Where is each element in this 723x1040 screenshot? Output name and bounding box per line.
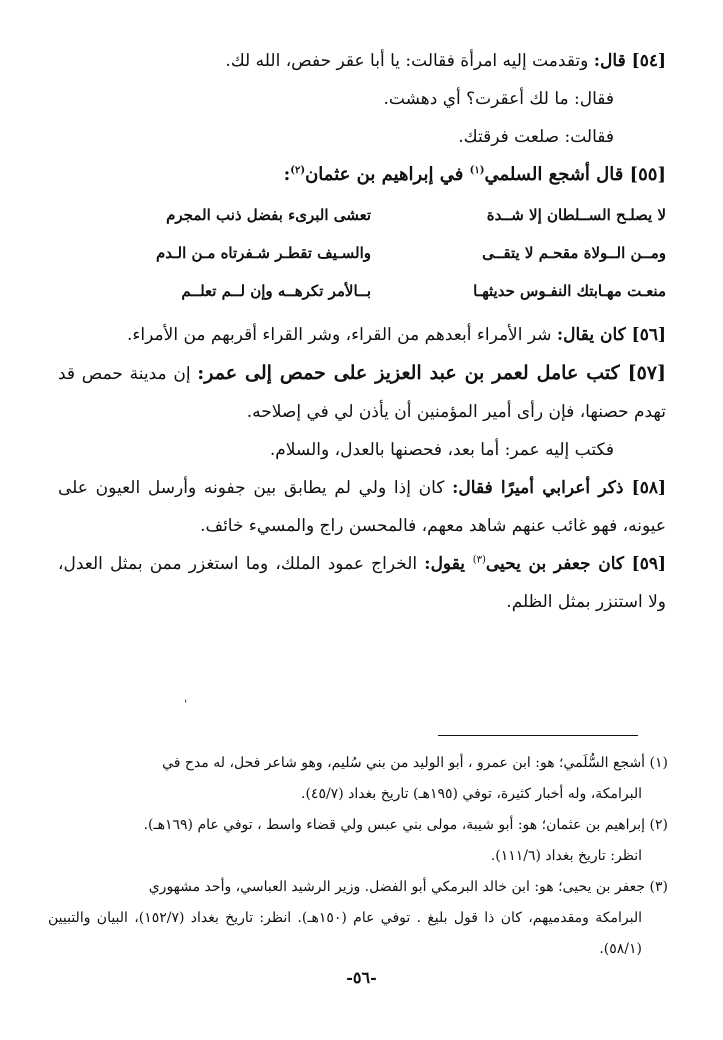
footnote-ref: (٣): [472, 554, 486, 566]
paragraph-57: [58, 354, 666, 431]
poem-verse: [106, 196, 666, 234]
entry-text: كان إذا ولي لم يطابق بين جفونه وأرسل العيون على عيونه، فهو غائب عنهم شاهد معهم، فالمحسن راج والمسيء خائف.: [58, 478, 666, 536]
paragraph-59: [58, 545, 666, 621]
entry-text: إن مدينة حمص قد تهدم حصنها، فإن رأى أمير المؤمنين أن يأذن لي في إصلاحه.: [58, 364, 666, 422]
footnote-3: [48, 872, 668, 965]
paragraph-58: [58, 469, 666, 545]
paragraph-57-reply: فكتب إليه عمر: أما بعد، فحصنها بالعدل، والسلام.: [269, 440, 614, 460]
poem-verse: [106, 272, 666, 310]
poem-first-hemistich: ومــن الــولاة مقحـم لا يتقــى: [482, 244, 666, 262]
footnote-number: (٢): [649, 817, 668, 833]
entry-colon: :: [283, 164, 291, 185]
entry-label: [٥٥] قال أشجع السلمي: [484, 164, 666, 185]
paragraph-55-heading: [58, 156, 666, 194]
entry-text: الخراج عمود الملك، وما استغزر ممن بمثل العدل، ولا استنزر بمثل الظلم.: [58, 554, 666, 612]
poem-first-hemistich: لا يصلـح الســلطان إلا شــدة: [486, 206, 666, 224]
poem-second-hemistich: تعشى البرىء بفضل ذنب المجرم: [166, 206, 371, 224]
entry-label-cont: يقول:: [424, 554, 473, 574]
paragraph-54-reply: فقال: ما لك أعقرت؟ أي دهشت.: [383, 89, 614, 109]
entry-label-cont: في إبراهيم بن عثمان: [305, 164, 470, 185]
entry-label: [٥٦] كان يقال:: [556, 325, 666, 345]
paragraph-56: [58, 316, 666, 354]
poem-verse: [106, 234, 666, 272]
paragraph-54-answer: فقالت: صلعت فرقتك.: [458, 127, 614, 147]
footnote-text: جعفر بن يحيى؛ هو: ابن خالد البرمكي أبو الفضل. وزير الرشيد العباسي، وأحد مشهوري: [148, 879, 646, 895]
main-text: [58, 42, 666, 621]
footnote-ref: (١): [469, 165, 485, 176]
footnote-ref: (٢): [290, 165, 306, 176]
poem: [106, 196, 666, 310]
footnote-text: أشجع السُّلَمي؛ هو: ابن عمرو ، أبو الوليد من بني سُليم، وهو شاعر فحل، له مدح في: [162, 755, 646, 771]
entry-label: [٥٧] كتب عامل لعمر بن عبد العزيز على حمص إلى عمر:: [197, 362, 666, 384]
footnotes: [48, 748, 668, 965]
footnote-1: [48, 748, 668, 810]
paragraph-54: [58, 42, 666, 80]
poem-second-hemistich: والسـيف تقطـر شـفرتاه مـن الـدم: [155, 244, 371, 262]
footnote-separator: [438, 735, 638, 736]
ink-speck: ˌ: [184, 690, 188, 704]
footnote-text: إبراهيم بن عثمان؛ هو: أبو شيبة، مولى بني عبس ولي قضاء واسط ، توفي عام (١٦٩هـ).: [143, 817, 646, 833]
footnote-number: (١): [649, 755, 668, 771]
entry-text: شر الأمراء أبعدهم من القراء، وشر القراء أقربهم من الأمراء.: [127, 325, 557, 345]
footnote-text-cont: انظر: تاريخ بغداد (١١١/٦).: [490, 848, 642, 864]
entry-label: [٥٨] ذكر أعرابي أميرًا فقال:: [452, 478, 667, 498]
footnote-text-cont: البرامكة، وله أخبار كثيرة، توفي (١٩٥هـ) تاريخ بغداد (٤٥/٧).: [301, 786, 642, 802]
footnote-text-cont: البرامكة ومقدميهم، كان ذا قول بليغ . توفي عام (١٥٠هـ). انظر: تاريخ بغداد (١٥٢/٧)، البيان والتبيين (٥٨/١).: [48, 910, 642, 957]
poem-second-hemistich: بــالأمر تكرهــه وإن لــم تعلــم: [181, 282, 371, 300]
footnote-2: [48, 810, 668, 872]
poem-first-hemistich: منعـت مهـابتك النفـوس حديثهـا: [473, 282, 666, 300]
page-number: -٥٦-: [346, 968, 377, 987]
entry-label: [٥٤] قال:: [593, 51, 666, 71]
entry-text: وتقدمت إليه امرأة فقالت: يا أبا عقر حفص، الله لك.: [225, 51, 594, 71]
footnote-number: (٣): [649, 879, 668, 895]
entry-label: [٥٩] كان جعفر بن يحيى: [485, 554, 667, 574]
